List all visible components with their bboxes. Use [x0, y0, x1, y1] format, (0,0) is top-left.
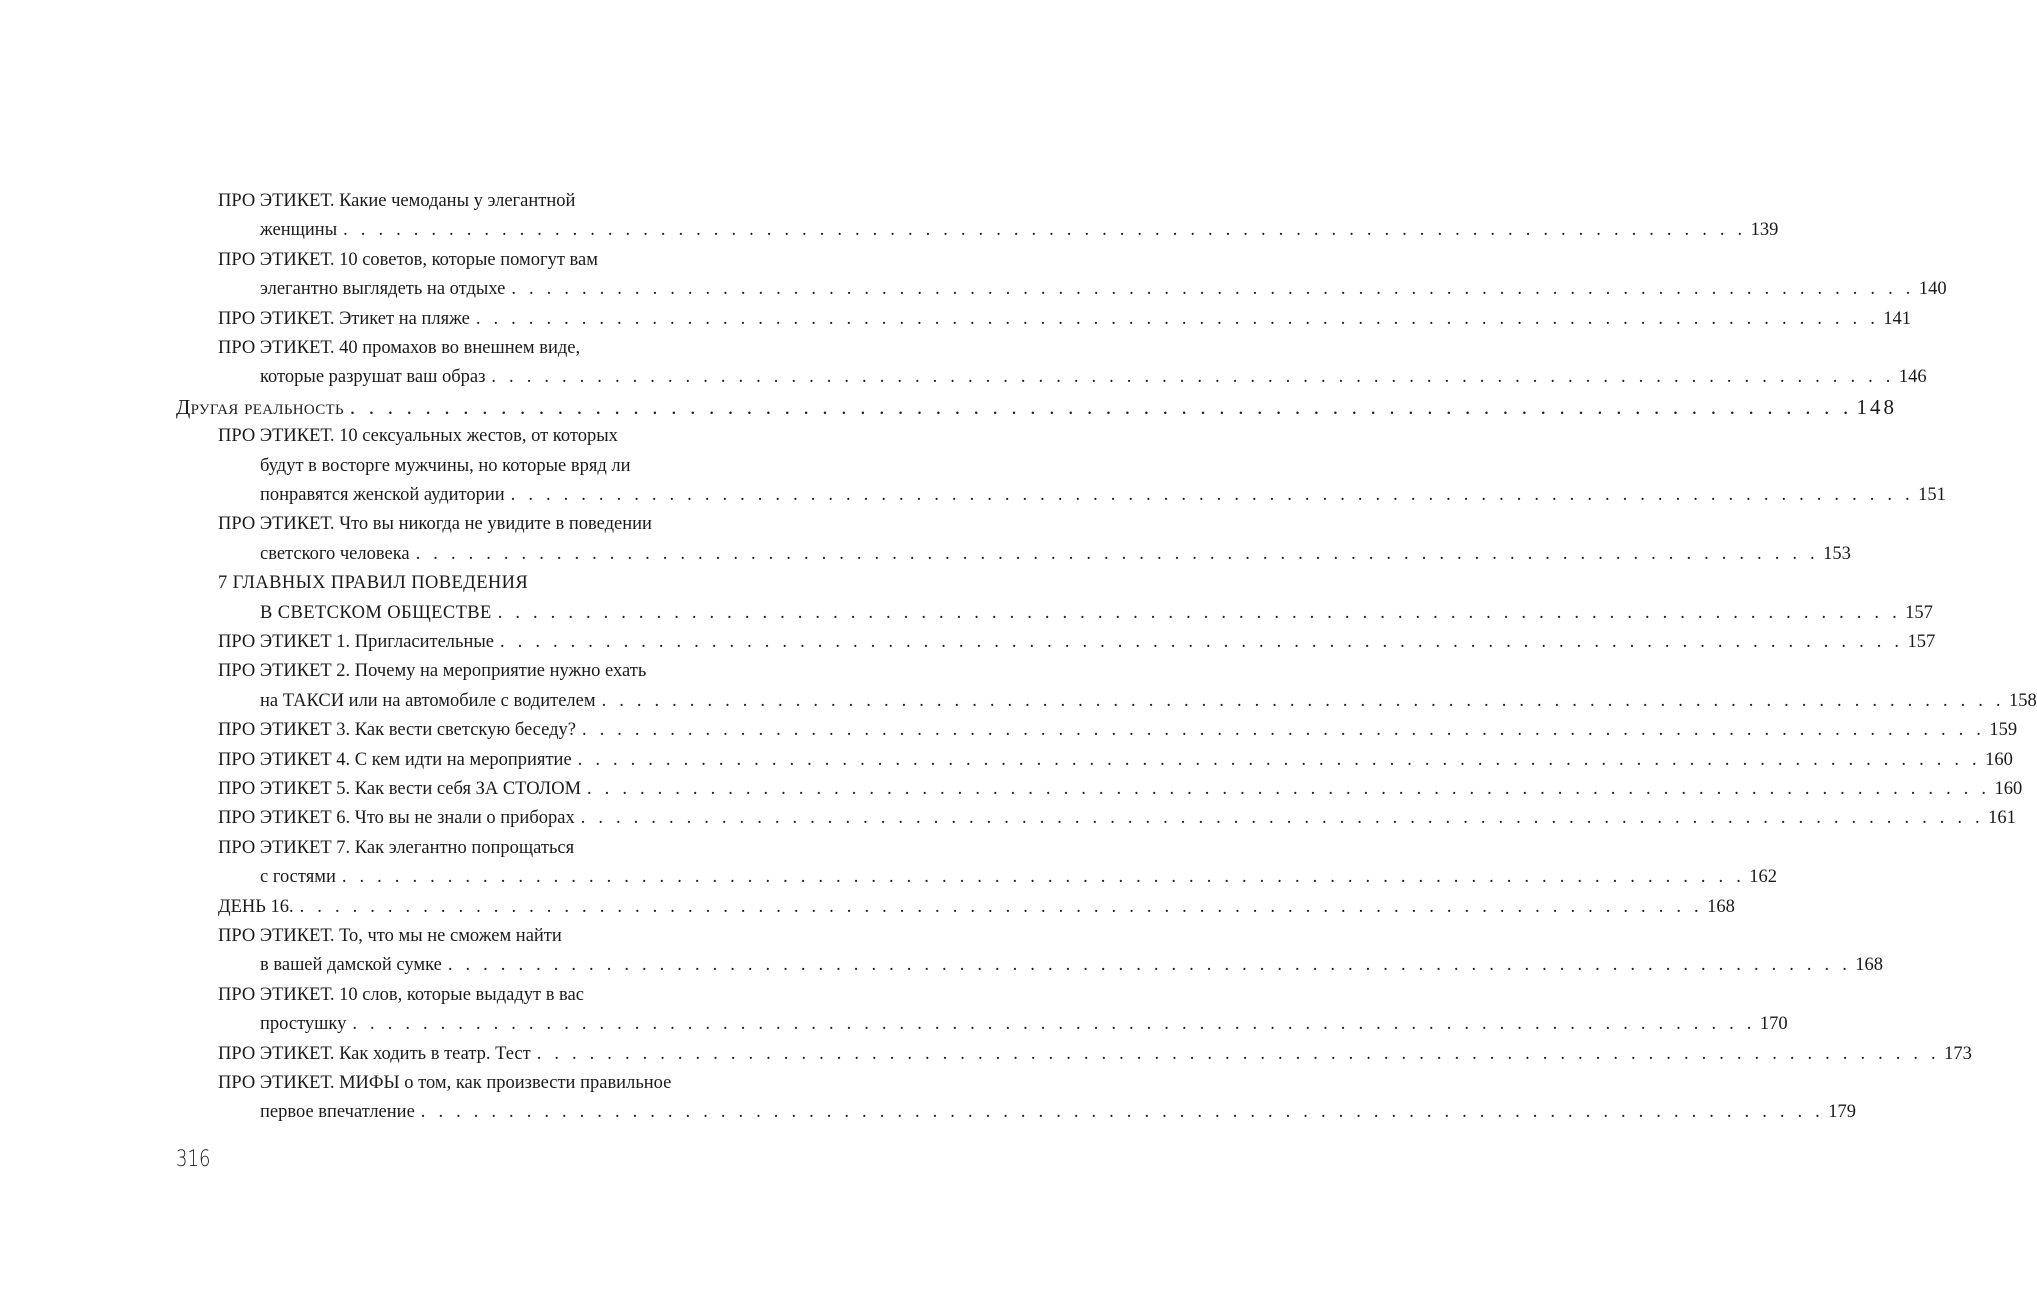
toc-page-number: 158 [2009, 690, 2037, 711]
toc-entry-line [218, 509, 652, 539]
toc-entry-title: светского человека [260, 543, 410, 564]
toc-leader-dots: . . . . . . . . . . . . . . . . . . . . . . . . . . . . . . . . . . . . . . . . . . . . . . . . . . . . . . . . . . . . . . . . . . . . . . . . . . . . . . . . [580, 808, 1984, 829]
toc-entry-title: 7 ГЛАВНЫХ ПРАВИЛ ПОВЕДЕНИЯ [218, 573, 529, 594]
toc-entry-title: первое впечатление [260, 1102, 415, 1123]
toc-page-number: 146 [1898, 367, 1927, 388]
toc-page-number: 168 [1707, 896, 1735, 917]
toc-entry-line [260, 598, 1933, 628]
toc-entry-line [218, 921, 562, 951]
toc-leader-dots: . . . . . . . . . . . . . . . . . . . . . . . . . . . . . . . . . . . . . . . . . . . . . . . . . . . . . . . . . . . . . . . . . . . . . . . . . . . . . . . . [601, 690, 2005, 711]
toc-entry-line [218, 1068, 671, 1098]
toc-leader-dots: . . . . . . . . . . . . . . . . . . . . . . . . . . . . . . . . . . . . . . . . . . . . . . . . . . . . . . . . . . . . . . . . . . . . . . . . . . . . . . . . [510, 485, 1914, 505]
toc-entry-title: ПРО ЭТИКЕТ 4. С кем идти на мероприятие [218, 749, 572, 770]
toc-entry-line [218, 421, 618, 451]
toc-entry-title: ПРО ЭТИКЕТ 1. Пригласительные [218, 632, 495, 652]
toc-leader-dots: . . . . . . . . . . . . . . . . . . . . . . . . . . . . . . . . . . . . . . . . . . . . . . . . . . . . . . . . . . . . . . . . . . . . . . . . . . . . . . . . [341, 867, 1746, 888]
toc-entry-line [260, 362, 1927, 392]
toc-leader-dots: . . . . . . . . . . . . . . . . . . . . . . . . . . . . . . . . . . . . . . . . . . . . . . . . . . . . . . . . . . . . . . . . . . . . . . . . . . . . . . . . [299, 896, 1703, 917]
toc-entry-title: ПРО ЭТИКЕТ. МИФЫ о том, как произвести правильное [218, 1073, 672, 1093]
toc-page-number: 159 [1989, 720, 2018, 741]
toc-entry-line [218, 304, 1912, 334]
toc-entry-line [218, 568, 528, 598]
toc-entry-line [218, 186, 575, 216]
toc-leader-dots: . . . . . . . . . . . . . . . . . . . . . . . . . . . . . . . . . . . . . . . . . . . . . . . . . . . . . . . . . . . . . . . . . . . . . . . . . . . . . . . . [491, 367, 1895, 388]
toc-leader-dots: . . . . . . . . . . . . . . . . . . . . . . . . . . . . . . . . . . . . . . . . . . . . . . . . . . . . . . . . . . . . . . . . . . . . . . . . . . . . . . . . [447, 955, 1852, 976]
toc-entry-title: ПРО ЭТИКЕТ. Этикет на пляже [218, 308, 470, 329]
toc-section-title: Другая реальность [176, 394, 344, 419]
toc-entry-title: ПРО ЭТИКЕТ. Какие чемоданы у элегантной [218, 191, 576, 211]
toc-page-number: 157 [1905, 602, 1933, 623]
toc-leader-dots: . . . . . . . . . . . . . . . . . . . . . . . . . . . . . . . . . . . . . . . . . . . . . . . . . . . . . . . . . . . . . . . . . . . . . . . . . . . . . . . . [352, 1014, 1756, 1035]
toc-page-number: 139 [1750, 220, 1779, 241]
toc-entry-line [260, 686, 2037, 716]
toc-entry-line [260, 480, 1946, 510]
toc-entry-line [260, 539, 1851, 569]
toc-entry-line [218, 803, 2016, 833]
toc-leader-dots: . . . . . . . . . . . . . . . . . . . . . . . . . . . . . . . . . . . . . . . . . . . . . . . . . . . . . . . . . . . . . . . . . . . . . . . . . . . . . . . . [415, 543, 1819, 564]
toc-entry-line [260, 451, 631, 481]
toc-entry-line [218, 333, 580, 363]
toc-leader-dots: . . . . . . . . . . . . . . . . . . . . . . . . . . . . . . . . . . . . . . . . . . . . . . . . . . . . . . . . . . . . . . . . . . . . . . . . . . . . . . . . [500, 632, 1904, 652]
toc-page-number: 153 [1823, 543, 1851, 564]
toc-entry-title: на ТАКСИ или на автомобиле с водителем [260, 690, 596, 711]
toc-entry-title: ПРО ЭТИКЕТ. Как ходить в театр. Тест [218, 1043, 531, 1064]
toc-leader-dots: . . . . . . . . . . . . . . . . . . . . . . . . . . . . . . . . . . . . . . . . . . . . . . . . . . . . . . . . . . . . . . . . . . . . . . . . . . . . . . . . [581, 720, 1986, 741]
toc-entry-title: простушку [260, 1014, 347, 1035]
toc-entry-title: ПРО ЭТИКЕТ 5. Как вести себя ЗА СТОЛОМ [218, 779, 582, 799]
toc-leader-dots: . . . . . . . . . . . . . . . . . . . . . . . . . . . . . . . . . . . . . . . . . . . . . . . . . . . . . . . . . . . . . . . . . . . . . . . . . . . . . . . . [343, 220, 1747, 241]
toc-entry-title: ПРО ЭТИКЕТ. 40 промахов во внешнем виде, [218, 338, 581, 358]
toc-page-number: 168 [1855, 955, 1884, 976]
toc-entry-line [260, 1009, 1788, 1039]
toc-entry-title: ПРО ЭТИКЕТ. То, что мы не сможем найти [218, 926, 562, 946]
toc-entry-title: которые разрушат ваш образ [260, 367, 486, 388]
toc-leader-dots: . . . . . . . . . . . . . . . . . . . . . . . . . . . . . . . . . . . . . . . . . . . . . . . . . . . . . . . . . . . . . . . . . . . . . . . . . . . . . . . . [497, 602, 1901, 623]
toc-entry-title: ПРО ЭТИКЕТ 7. Как элегантно попрощаться [218, 837, 575, 858]
toc-entry-line [260, 215, 1779, 245]
toc-page-number: 161 [1988, 808, 2016, 829]
toc-leader-dots: . . . . . . . . . . . . . . . . . . . . . . . . . . . . . . . . . . . . . . . . . . . . . . . . . . . . . . . . . . . . . . . . . . . . . . . . . . . . . . . . [536, 1043, 1940, 1064]
toc-leader-dots: . . . . . . . . . . . . . . . . . . . . . . . . . . . . . . . . . . . . . . . . . . . . . . . . . . . . . . . . . . . . . . . . . . . . . . . . . . . . . . . . [475, 308, 1880, 329]
toc-entry-line [218, 715, 2018, 745]
toc-entry-line [218, 833, 574, 863]
toc-page-number: 160 [1985, 749, 2013, 770]
toc-entry-line [218, 1039, 1972, 1069]
toc-page-number: 162 [1749, 867, 1778, 888]
toc-entry-title: в вашей дамской сумке [260, 955, 442, 976]
toc-entry-title: ДЕНЬ 16. [218, 896, 294, 917]
toc-page-number: 179 [1828, 1102, 1856, 1123]
toc-leader-dots: . . . . . . . . . . . . . . . . . . . . . . . . . . . . . . . . . . . . . . . . . . . . . . . . . . . . . . . . . . . . . . . . . . . . . . . . . . . . . . . . [511, 279, 1915, 300]
toc-page-number: 148 [1856, 394, 1897, 419]
toc-entry-title: ПРО ЭТИКЕТ 3. Как вести светскую беседу? [218, 720, 576, 741]
toc-page-number: 173 [1944, 1043, 1972, 1064]
toc-leader-dots: . . . . . . . . . . . . . . . . . . . . . . . . . . . . . . . . . . . . . . . . . . . . . . . . . . . . . . . . . . . . . . . . . . . . . . . . . . . . . . . . [577, 749, 1981, 770]
toc-page-number: 170 [1759, 1014, 1788, 1035]
toc-entry-title: будут в восторге мужчины, но которые вряд ли [260, 455, 631, 476]
toc-entry-line [218, 656, 646, 686]
toc-entry-title: ПРО ЭТИКЕТ. Что вы никогда не увидите в поведении [218, 514, 652, 535]
toc-entry-title: В СВЕТСКОМ ОБЩЕСТВЕ [260, 602, 492, 623]
toc-entry-line [260, 1097, 1856, 1127]
toc-entry-title: ПРО ЭТИКЕТ. 10 слов, которые выдадут в вас [218, 984, 584, 1005]
page-number: 316 [176, 1147, 211, 1172]
toc-entry-title: ПРО ЭТИКЕТ 6. Что вы не знали о приборах [218, 808, 575, 829]
toc-entry-line [218, 745, 2013, 775]
toc-entry-line [260, 274, 1947, 304]
toc-entry-line [218, 627, 1936, 657]
toc-leader-dots: . . . . . . . . . . . . . . . . . . . . . . . . . . . . . . . . . . . . . . . . . . . . . . . . . . . . . . . . . . . . . . . . . . . . . . . . . . . . . . . . [420, 1102, 1824, 1123]
toc-entry-line [218, 245, 598, 275]
toc-entry-title: женщины [260, 220, 338, 241]
toc-entry-title: ПРО ЭТИКЕТ. 10 советов, которые помогут вам [218, 249, 598, 270]
toc-entry-line [218, 774, 2023, 804]
toc-page-number: 151 [1918, 485, 1946, 505]
toc-leader-dots: . . . . . . . . . . . . . . . . . . . . . . . . . . . . . . . . . . . . . . . . . . . . . . . . . . . . . . . . . . . . . . . . . . . . . . . . . . . . . . . . [349, 394, 1853, 419]
toc-entry-line [260, 950, 1884, 980]
toc-section-line [176, 392, 1897, 422]
toc-entry-line [260, 862, 1778, 892]
toc-page-number: 141 [1883, 308, 1912, 329]
toc-entry-line [218, 980, 584, 1010]
toc-leader-dots: . . . . . . . . . . . . . . . . . . . . . . . . . . . . . . . . . . . . . . . . . . . . . . . . . . . . . . . . . . . . . . . . . . . . . . . . . . . . . . . . [587, 779, 1991, 799]
toc-page-number: 140 [1918, 279, 1947, 300]
toc-page-number: 160 [1994, 779, 2023, 799]
toc-page-number: 157 [1907, 632, 1936, 652]
toc-entry-line [218, 892, 1735, 922]
toc-entry-title: с гостями [260, 867, 336, 888]
toc-entry-title: ПРО ЭТИКЕТ. 10 сексуальных жестов, от которых [218, 426, 618, 447]
toc-entry-title: ПРО ЭТИКЕТ 2. Почему на мероприятие нужно ехать [218, 661, 647, 682]
toc-entry-title: понравятся женской аудитории [260, 485, 505, 505]
toc-entry-title: элегантно выглядеть на отдыхе [260, 279, 506, 300]
